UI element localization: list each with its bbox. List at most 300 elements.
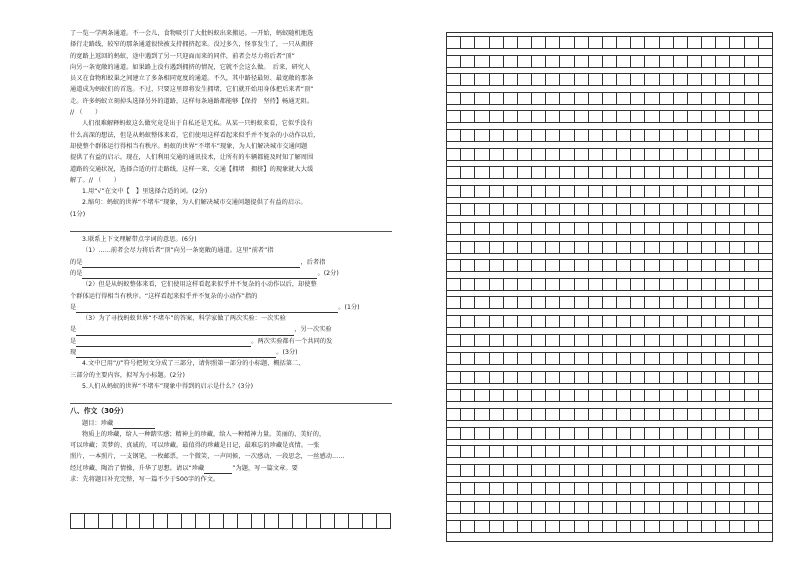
grid-cell[interactable] <box>461 483 475 494</box>
grid-cell[interactable] <box>490 167 504 178</box>
grid-cell[interactable] <box>745 465 759 476</box>
grid-cell[interactable] <box>617 390 631 401</box>
grid-cell[interactable] <box>716 279 730 290</box>
grid-cell[interactable] <box>461 130 475 141</box>
grid-cell[interactable] <box>518 390 532 401</box>
grid-cell[interactable] <box>759 74 772 85</box>
grid-cell[interactable] <box>660 93 674 104</box>
grid-cell[interactable] <box>546 316 560 327</box>
grid-cell[interactable] <box>660 74 674 85</box>
grid-cell[interactable] <box>575 37 589 48</box>
grid-cell[interactable] <box>631 446 645 457</box>
grid-cell[interactable] <box>475 223 489 234</box>
grid-cell[interactable] <box>759 465 772 476</box>
grid-cell[interactable] <box>447 186 461 197</box>
grid-cell[interactable] <box>645 93 659 104</box>
grid-cell[interactable] <box>447 260 461 271</box>
grid-cell[interactable] <box>560 335 574 346</box>
grid-cell[interactable] <box>645 74 659 85</box>
grid-cell[interactable] <box>532 279 546 290</box>
grid-cell[interactable] <box>575 242 589 253</box>
grid-cell[interactable] <box>617 279 631 290</box>
grid-cell[interactable] <box>745 353 759 364</box>
grid-cell[interactable] <box>560 521 574 532</box>
grid-cell[interactable] <box>730 260 744 271</box>
grid-cell[interactable] <box>182 514 196 528</box>
grid-cell[interactable] <box>645 428 659 439</box>
grid-cell[interactable] <box>730 130 744 141</box>
grid-cell[interactable] <box>730 521 744 532</box>
grid-cell[interactable] <box>546 446 560 457</box>
grid-cell[interactable] <box>645 204 659 215</box>
grid-cell[interactable] <box>532 297 546 308</box>
grid-cell[interactable] <box>645 521 659 532</box>
grid-cell[interactable] <box>504 465 518 476</box>
grid-cell[interactable] <box>617 111 631 122</box>
grid-cell[interactable] <box>617 167 631 178</box>
grid-cell[interactable] <box>631 204 645 215</box>
grid-cell[interactable] <box>674 167 688 178</box>
grid-cell[interactable] <box>660 242 674 253</box>
grid-cell[interactable] <box>617 204 631 215</box>
grid-cell[interactable] <box>702 149 716 160</box>
grid-cell[interactable] <box>490 372 504 383</box>
grid-cell[interactable] <box>490 390 504 401</box>
grid-cell[interactable] <box>745 409 759 420</box>
grid-cell[interactable] <box>546 260 560 271</box>
grid-cell[interactable] <box>660 186 674 197</box>
grid-cell[interactable] <box>490 297 504 308</box>
grid-cell[interactable] <box>645 409 659 420</box>
grid-cell[interactable] <box>560 390 574 401</box>
grid-cell[interactable] <box>518 521 532 532</box>
grid-cell[interactable] <box>575 111 589 122</box>
grid-cell[interactable] <box>730 279 744 290</box>
grid-cell[interactable] <box>745 446 759 457</box>
grid-cell[interactable] <box>674 93 688 104</box>
grid-cell[interactable] <box>688 483 702 494</box>
grid-cell[interactable] <box>645 260 659 271</box>
grid-cell[interactable] <box>730 56 744 67</box>
grid-cell[interactable] <box>546 167 560 178</box>
grid-cell[interactable] <box>504 204 518 215</box>
grid-cell[interactable] <box>716 316 730 327</box>
grid-cell[interactable] <box>490 521 504 532</box>
grid-cell[interactable] <box>532 56 546 67</box>
grid-cell[interactable] <box>730 223 744 234</box>
grid-cell[interactable] <box>759 483 772 494</box>
grid-cell[interactable] <box>99 514 113 528</box>
grid-cell[interactable] <box>702 93 716 104</box>
grid-cell[interactable] <box>589 260 603 271</box>
grid-cell[interactable] <box>447 465 461 476</box>
grid-cell[interactable] <box>617 428 631 439</box>
grid-cell[interactable] <box>518 186 532 197</box>
grid-cell[interactable] <box>617 74 631 85</box>
grid-cell[interactable] <box>730 204 744 215</box>
grid-cell[interactable] <box>546 204 560 215</box>
grid-cell[interactable] <box>377 514 391 528</box>
grid-cell[interactable] <box>730 409 744 420</box>
grid-cell[interactable] <box>702 428 716 439</box>
grid-cell[interactable] <box>475 167 489 178</box>
grid-cell[interactable] <box>631 372 645 383</box>
grid-cell[interactable] <box>730 372 744 383</box>
grid-cell[interactable] <box>688 186 702 197</box>
grid-cell[interactable] <box>688 279 702 290</box>
grid-cell[interactable] <box>645 335 659 346</box>
grid-cell[interactable] <box>631 37 645 48</box>
grid-cell[interactable] <box>688 409 702 420</box>
grid-cell[interactable] <box>575 390 589 401</box>
grid-cell[interactable] <box>575 428 589 439</box>
grid-cell[interactable] <box>702 353 716 364</box>
grid-cell[interactable] <box>447 335 461 346</box>
grid-cell[interactable] <box>504 260 518 271</box>
grid-cell[interactable] <box>631 279 645 290</box>
grid-cell[interactable] <box>504 446 518 457</box>
grid-cell[interactable] <box>702 223 716 234</box>
grid-cell[interactable] <box>688 149 702 160</box>
grid-cell[interactable] <box>674 446 688 457</box>
grid-cell[interactable] <box>759 37 772 48</box>
grid-cell[interactable] <box>532 260 546 271</box>
grid-cell[interactable] <box>674 521 688 532</box>
grid-cell[interactable] <box>688 37 702 48</box>
grid-cell[interactable] <box>127 514 141 528</box>
grid-cell[interactable] <box>475 242 489 253</box>
grid-cell[interactable] <box>532 465 546 476</box>
grid-cell[interactable] <box>475 74 489 85</box>
grid-cell[interactable] <box>560 149 574 160</box>
grid-cell[interactable] <box>702 260 716 271</box>
grid-cell[interactable] <box>575 483 589 494</box>
grid-cell[interactable] <box>589 56 603 67</box>
grid-cell[interactable] <box>447 149 461 160</box>
grid-cell[interactable] <box>745 223 759 234</box>
grid-cell[interactable] <box>461 74 475 85</box>
grid-cell[interactable] <box>518 372 532 383</box>
grid-cell[interactable] <box>475 335 489 346</box>
grid-cell[interactable] <box>759 390 772 401</box>
grid-cell[interactable] <box>447 204 461 215</box>
grid-cell[interactable] <box>631 297 645 308</box>
grid-cell[interactable] <box>631 428 645 439</box>
grid-cell[interactable] <box>660 297 674 308</box>
grid-cell[interactable] <box>447 372 461 383</box>
grid-cell[interactable] <box>674 465 688 476</box>
grid-cell[interactable] <box>575 167 589 178</box>
grid-cell[interactable] <box>617 242 631 253</box>
grid-cell[interactable] <box>518 111 532 122</box>
grid-cell[interactable] <box>617 93 631 104</box>
grid-cell[interactable] <box>631 335 645 346</box>
grid-cell[interactable] <box>759 335 772 346</box>
grid-cell[interactable] <box>603 353 617 364</box>
grid-cell[interactable] <box>238 514 252 528</box>
grid-cell[interactable] <box>475 93 489 104</box>
grid-cell[interactable] <box>674 390 688 401</box>
grid-cell[interactable] <box>645 502 659 513</box>
grid-cell[interactable] <box>730 353 744 364</box>
grid-cell[interactable] <box>504 186 518 197</box>
grid-cell[interactable] <box>532 316 546 327</box>
grid-cell[interactable] <box>560 37 574 48</box>
grid-cell[interactable] <box>603 149 617 160</box>
grid-cell[interactable] <box>518 446 532 457</box>
grid-cell[interactable] <box>560 502 574 513</box>
grid-cell[interactable] <box>461 223 475 234</box>
grid-cell[interactable] <box>518 279 532 290</box>
grid-cell[interactable] <box>589 223 603 234</box>
grid-cell[interactable] <box>504 502 518 513</box>
grid-cell[interactable] <box>490 242 504 253</box>
grid-cell[interactable] <box>532 204 546 215</box>
grid-cell[interactable] <box>575 521 589 532</box>
grid-cell[interactable] <box>461 149 475 160</box>
grid-cell[interactable] <box>490 74 504 85</box>
grid-cell[interactable] <box>702 130 716 141</box>
grid-cell[interactable] <box>759 242 772 253</box>
grid-cell[interactable] <box>702 297 716 308</box>
grid-cell[interactable] <box>674 297 688 308</box>
grid-cell[interactable] <box>702 446 716 457</box>
grid-cell[interactable] <box>490 279 504 290</box>
grid-cell[interactable] <box>504 521 518 532</box>
grid-cell[interactable] <box>645 446 659 457</box>
grid-cell[interactable] <box>546 74 560 85</box>
grid-cell[interactable] <box>603 279 617 290</box>
grid-cell[interactable] <box>759 204 772 215</box>
grid-cell[interactable] <box>461 279 475 290</box>
grid-cell[interactable] <box>461 521 475 532</box>
grid-cell[interactable] <box>617 223 631 234</box>
grid-cell[interactable] <box>617 149 631 160</box>
grid-cell[interactable] <box>589 353 603 364</box>
grid-cell[interactable] <box>475 446 489 457</box>
grid-cell[interactable] <box>759 130 772 141</box>
grid-cell[interactable] <box>716 74 730 85</box>
grid-cell[interactable] <box>631 521 645 532</box>
grid-cell[interactable] <box>759 428 772 439</box>
grid-cell[interactable] <box>645 316 659 327</box>
grid-cell[interactable] <box>461 37 475 48</box>
grid-cell[interactable] <box>730 446 744 457</box>
grid-cell[interactable] <box>688 428 702 439</box>
grid-cell[interactable] <box>660 483 674 494</box>
grid-cell[interactable] <box>730 483 744 494</box>
grid-cell[interactable] <box>745 260 759 271</box>
grid-cell[interactable] <box>645 465 659 476</box>
grid-cell[interactable] <box>490 111 504 122</box>
grid-cell[interactable] <box>716 93 730 104</box>
grid-cell[interactable] <box>730 297 744 308</box>
grid-cell[interactable] <box>589 93 603 104</box>
grid-cell[interactable] <box>475 111 489 122</box>
grid-cell[interactable] <box>265 514 279 528</box>
grid-cell[interactable] <box>546 502 560 513</box>
grid-cell[interactable] <box>674 223 688 234</box>
grid-cell[interactable] <box>490 446 504 457</box>
grid-cell[interactable] <box>518 465 532 476</box>
grid-cell[interactable] <box>447 521 461 532</box>
grid-cell[interactable] <box>490 130 504 141</box>
grid-cell[interactable] <box>546 149 560 160</box>
composition-writing-grid-start[interactable] <box>70 513 391 529</box>
grid-cell[interactable] <box>702 502 716 513</box>
grid-cell[interactable] <box>589 502 603 513</box>
grid-cell[interactable] <box>546 409 560 420</box>
grid-cell[interactable] <box>224 514 238 528</box>
grid-cell[interactable] <box>447 483 461 494</box>
grid-cell[interactable] <box>674 130 688 141</box>
grid-cell[interactable] <box>589 204 603 215</box>
grid-cell[interactable] <box>603 223 617 234</box>
topic-blank[interactable] <box>113 419 155 429</box>
grid-cell[interactable] <box>688 297 702 308</box>
answer-line-q2[interactable] <box>70 221 392 232</box>
grid-cell[interactable] <box>589 316 603 327</box>
grid-cell[interactable] <box>490 316 504 327</box>
grid-cell[interactable] <box>660 465 674 476</box>
grid-cell[interactable] <box>461 502 475 513</box>
grid-cell[interactable] <box>546 279 560 290</box>
grid-cell[interactable] <box>85 514 99 528</box>
grid-cell[interactable] <box>716 223 730 234</box>
grid-cell[interactable] <box>660 56 674 67</box>
answer-line-q5[interactable] <box>70 393 392 404</box>
grid-cell[interactable] <box>447 242 461 253</box>
grid-cell[interactable] <box>532 446 546 457</box>
grid-cell[interactable] <box>759 111 772 122</box>
grid-cell[interactable] <box>716 167 730 178</box>
grid-cell[interactable] <box>730 93 744 104</box>
grid-cell[interactable] <box>518 335 532 346</box>
grid-cell[interactable] <box>560 316 574 327</box>
grid-cell[interactable] <box>674 483 688 494</box>
grid-cell[interactable] <box>589 37 603 48</box>
grid-cell[interactable] <box>617 56 631 67</box>
grid-cell[interactable] <box>490 93 504 104</box>
grid-cell[interactable] <box>518 167 532 178</box>
grid-cell[interactable] <box>716 56 730 67</box>
grid-cell[interactable] <box>674 502 688 513</box>
grid-cell[interactable] <box>475 297 489 308</box>
grid-cell[interactable] <box>617 335 631 346</box>
grid-cell[interactable] <box>504 483 518 494</box>
grid-cell[interactable] <box>546 242 560 253</box>
grid-cell[interactable] <box>688 111 702 122</box>
grid-cell[interactable] <box>674 260 688 271</box>
grid-cell[interactable] <box>560 353 574 364</box>
grid-cell[interactable] <box>674 242 688 253</box>
grid-cell[interactable] <box>645 130 659 141</box>
grid-cell[interactable] <box>504 428 518 439</box>
grid-cell[interactable] <box>293 514 307 528</box>
grid-cell[interactable] <box>603 390 617 401</box>
grid-cell[interactable] <box>475 149 489 160</box>
grid-cell[interactable] <box>660 111 674 122</box>
grid-cell[interactable] <box>688 372 702 383</box>
grid-cell[interactable] <box>589 372 603 383</box>
grid-cell[interactable] <box>447 353 461 364</box>
grid-cell[interactable] <box>490 353 504 364</box>
grid-cell[interactable] <box>518 204 532 215</box>
grid-cell[interactable] <box>461 260 475 271</box>
grid-cell[interactable] <box>575 130 589 141</box>
grid-cell[interactable] <box>575 260 589 271</box>
grid-cell[interactable] <box>631 483 645 494</box>
grid-cell[interactable] <box>475 502 489 513</box>
grid-cell[interactable] <box>645 167 659 178</box>
grid-cell[interactable] <box>546 335 560 346</box>
grid-cell[interactable] <box>461 335 475 346</box>
grid-cell[interactable] <box>745 149 759 160</box>
grid-cell[interactable] <box>504 316 518 327</box>
grid-cell[interactable] <box>716 353 730 364</box>
grid-cell[interactable] <box>475 37 489 48</box>
grid-cell[interactable] <box>702 74 716 85</box>
grid-cell[interactable] <box>475 130 489 141</box>
grid-cell[interactable] <box>674 74 688 85</box>
grid-cell[interactable] <box>518 316 532 327</box>
grid-cell[interactable] <box>546 93 560 104</box>
grid-cell[interactable] <box>447 390 461 401</box>
grid-cell[interactable] <box>617 297 631 308</box>
grid-cell[interactable] <box>532 521 546 532</box>
grid-cell[interactable] <box>589 242 603 253</box>
grid-cell[interactable] <box>745 37 759 48</box>
answer-blank[interactable] <box>82 258 300 268</box>
grid-cell[interactable] <box>196 514 210 528</box>
grid-cell[interactable] <box>631 74 645 85</box>
grid-cell[interactable] <box>546 37 560 48</box>
grid-cell[interactable] <box>617 521 631 532</box>
grid-cell[interactable] <box>730 37 744 48</box>
grid-cell[interactable] <box>560 372 574 383</box>
grid-cell[interactable] <box>645 279 659 290</box>
grid-cell[interactable] <box>745 390 759 401</box>
grid-cell[interactable] <box>71 514 85 528</box>
grid-cell[interactable] <box>490 502 504 513</box>
grid-cell[interactable] <box>490 56 504 67</box>
grid-cell[interactable] <box>645 297 659 308</box>
grid-cell[interactable] <box>730 242 744 253</box>
grid-cell[interactable] <box>745 279 759 290</box>
grid-cell[interactable] <box>560 186 574 197</box>
grid-cell[interactable] <box>532 111 546 122</box>
grid-cell[interactable] <box>674 204 688 215</box>
grid-cell[interactable] <box>349 514 363 528</box>
grid-cell[interactable] <box>688 390 702 401</box>
grid-cell[interactable] <box>688 167 702 178</box>
grid-cell[interactable] <box>168 514 182 528</box>
grid-cell[interactable] <box>759 186 772 197</box>
grid-cell[interactable] <box>660 167 674 178</box>
grid-cell[interactable] <box>688 93 702 104</box>
grid-cell[interactable] <box>688 260 702 271</box>
grid-cell[interactable] <box>532 37 546 48</box>
grid-cell[interactable] <box>660 502 674 513</box>
grid-cell[interactable] <box>645 242 659 253</box>
grid-cell[interactable] <box>447 130 461 141</box>
answer-blank[interactable] <box>76 303 338 313</box>
grid-cell[interactable] <box>716 186 730 197</box>
grid-cell[interactable] <box>475 428 489 439</box>
grid-cell[interactable] <box>504 74 518 85</box>
grid-cell[interactable] <box>589 335 603 346</box>
grid-cell[interactable] <box>560 223 574 234</box>
